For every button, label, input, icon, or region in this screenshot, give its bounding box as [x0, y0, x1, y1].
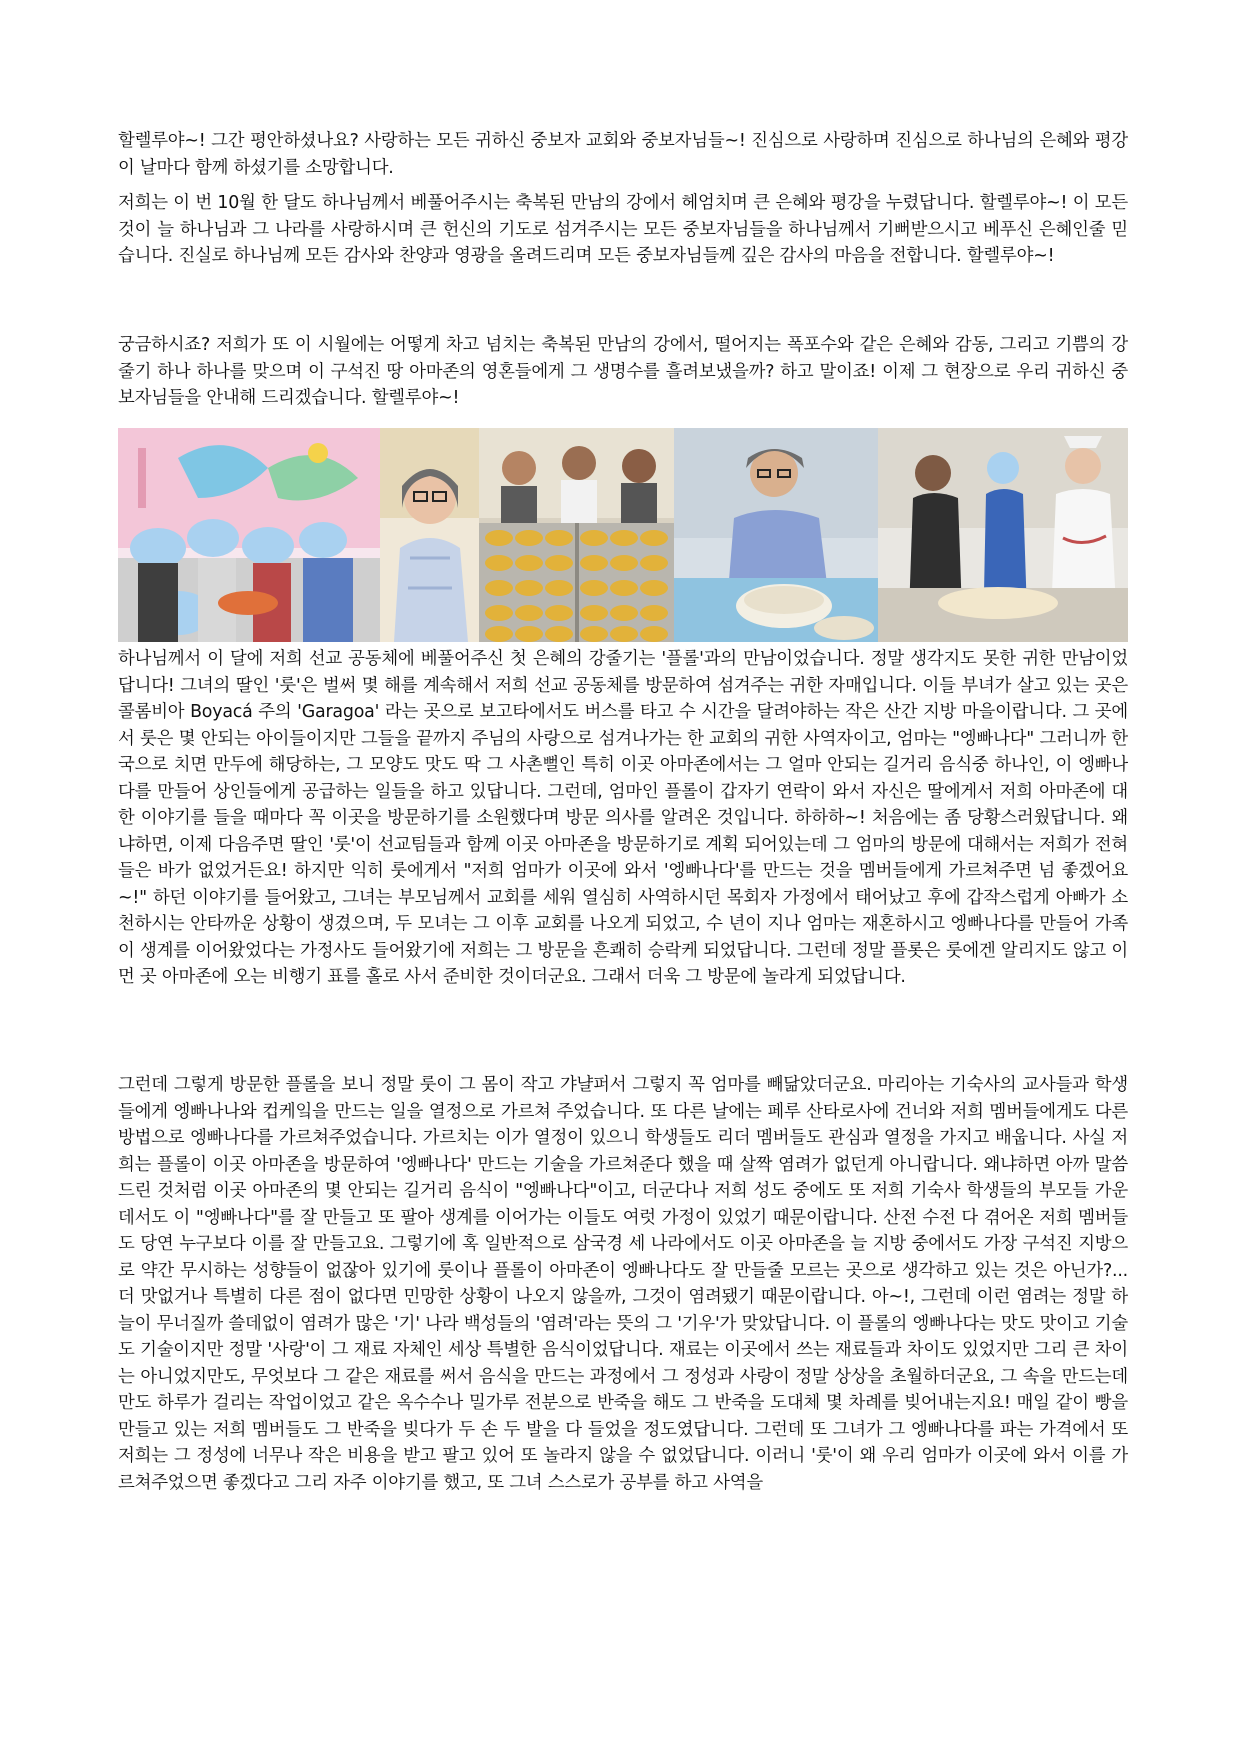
paragraph-intro: 궁금하시죠? 저희가 또 이 시월에는 어떻게 차고 넘치는 축복된 만남의 강에서, 떨어지는 폭포수와 같은 은혜와 감동, 그리고 기쁨의 강 줄기 하나 하나를 맞으며 이 구석진 땅 아마존의 영혼들에게 그 생명수를 흘려보냈을까? 하고 말이죠! 이제 그 현장으로 우리 귀하신 중보자님들을 안내해 드리겠습니다. 할렐루야~!	[118, 335, 1128, 408]
paragraph-thanks: 저희는 이 번 10월 한 달도 하나님께서 베풀어주시는 축복된 만남의 강에서 헤엄치며 큰 은혜와 평강을 누렸답니다. 할렐루야~! 이 모든 것이 늘 하나님과 그 나라를 사랑하시며 큰 헌신의 기도로 섬겨주시는 모든 중보자님들을 하나님께서 기뻐받으시고 베푸신 은혜인줄 믿습니다. 진실로 하나님께 모든 감사와 찬양과 영광을 올려드리며 모든 중보자님들께 깊은 감사의 마음을 전합니다. 할렐루야~!	[118, 193, 1128, 266]
photo-woman-portrait-icon	[380, 428, 479, 642]
paragraph-greeting: 할렐루야~! 그간 평안하셨나요? 사랑하는 모든 귀하신 중보자 교회와 중보자님들~! 진심으로 사랑하며 진심으로 하나님의 은혜와 평강이 날마다 함께 하셨기를 소망합니다.	[118, 131, 1128, 178]
photo-women-dough	[878, 428, 1128, 642]
photo-man-kneading-dough-icon	[674, 428, 878, 642]
photo-empanada-trays	[479, 428, 674, 642]
paragraph-flor-meeting: 하나님께서 이 달에 저희 선교 공동체에 베풀어주신 첫 은혜의 강줄기는 '플롤'과의 만남이었습니다. 정말 생각지도 못한 귀한 만남이었답니다! 그녀의 딸인 '룻'은 벌써 몇 해를 계속해서 저희 선교 공동체를 방문하여 섬겨주는 귀한 자매입니다. 이들 부녀가 살고 있는 곳은 콜롬비아 Boyacá 주의 'Garagoa' 라는 곳으로 보고타에서도 버스를 타고 수 시간을 달려야하는 작은 산간 지방 마을이랍니다. 그 곳에서 룻은 몇 안되는 아이들이지만 그들을 끝까지 주님의 사랑으로 섬겨나가는 한 교회의 귀한 사역자이고, 엄마는 "엥빠나다" 그러니까 한국으로 치면 만두에 해당하는, 그 모양도 맛도 딱 그 사촌뻘인 특히 이곳 아마존에서는 그 얼마 안되는 길거리 음식중 하나인, 이 엥빠나다를 만들어 상인들에게 공급하는 일들을 하고 있답니다. 그런데, 엄마인 플롤이 갑자기 연락이 와서 자신은 딸에게서 저희 아마존에 대한 이야기를 들을 때마다 꼭 이곳을 방문하기를 소원했다며 방문 의사를 알려온 것입니다. 하하하~! 처음에는 좀 당황스러웠답니다. 왜냐하면, 이제 다음주면 딸인 '룻'이 선교팀들과 함께 이곳 아마존을 방문하기로 계획 되어있는데 그 엄마의 방문에 대해서는 저희가 전혀 들은 바가 없었거든요! 하지만 익히 룻에게서 "저희 엄마가 이곳에 와서 '엥빠나다'를 만드는 것을 멤버들에게 가르쳐주면 넘 좋겠어요~!" 하던 이야기를 들어왔고, 그녀는 부모님께서 교회를 세워 열심히 사역하시던 목회자 가정에서 태어났고 후에 갑작스럽게 아빠가 소천하시는 안타까운 상황이 생겼으며, 두 모녀는 그 이후 교회를 나오게 되었고, 수 년이 지나 엄마는 재혼하시고 엥빠나다를 만들어 가족이 생계를 이어왔었다는 가정사도 들어왔기에 저희는 그 방문을 흔쾌히 승락케 되었답니다. 그런데 정말 플롯은 룻에겐 알리지도 않고 이 먼 곳 아마존에 오는 비행기 표를 홀로 사서 준비한 것이더군요. 그래서 더욱 그 방문에 놀라게 되었답니다.	[118, 649, 1128, 987]
paragraph-flor-visit: 그런데 그렇게 방문한 플롤을 보니 정말 룻이 그 몸이 작고 갸냘퍼서 그렇지 꼭 엄마를 빼닮았더군요. 마리아는 기숙사의 교사들과 학생들에게 엥빠나나와 컵케잌을 만드는 일을 열정으로 가르쳐 주었습니다. 또 다른 날에는 페루 산타로사에 건너와 저희 멤버들에게도 다른 방법으로 엥빠나다를 가르쳐주었습니다. 가르치는 이가 열정이 있으니 학생들도 리더 멤버들도 관심과 열정을 가지고 배웁니다. 사실 저희는 플롤이 이곳 아마존을 방문하여 '엥빠나다' 만드는 기술을 가르쳐준다 했을 때 살짝 염려가 없던게 아니랍니다. 왜냐하면 아까 말씀 드린 것처럼 이곳 아마존의 몇 안되는 길거리 음식이 "엥빠나다"이고, 더군다나 저희 성도 중에도 또 저희 기숙사 학생들의 부모들 가운데서도 이 "엥빠나다"를 잘 만들고 또 팔아 생계를 이어가는 이들도 여럿 가정이 있었기 때문이랍니다. 산전 수전 다 겪어온 저희 멤버들도 당연 누구보다 이를 잘 만들고요. 그렇기에 혹 일반적으로 삼국경 세 나라에서도 이곳 아마존을 늘 지방 중에서도 가장 구석진 지방으로 약간 무시하는 성향들이 없잖아 있기에 룻이나 플롤이 아마존이 엥빠나다도 잘 만들줄 모르는 곳으로 생각하고 있는 것은 아닌가?... 더 맛없거나 특별히 다른 점이 없다면 민망한 상황이 나오지 않을까, 그것이 염려됐기 때문이랍니다. 아~!, 그런데 이런 염려는 정말 하늘이 무너질까 쓸데없이 염려가 많은 '기' 나라 백성들의 '염려'라는 뜻의 그 '기우'가 맞았답니다. 이 플롤의 엥빠나다는 맛도 맛이고 기술도 기술이지만 정말 '사랑'이 그 재료 자체인 세상 특별한 음식이었답니다. 재료는 이곳에서 쓰는 재료들과 차이도 있었지만 그리 큰 차이는 아니었지만도, 무엇보다 그 같은 재료를 써서 음식을 만드는 과정에서 그 정성과 사랑이 정말 상상을 초월하더군요, 그 속을 만드는데만도 하루가 걸리는 작업이었고 같은 옥수수나 밀가루 전분으로 반죽을 해도 그 반죽을 도대체 몇 차례를 빚어내는지요! 매일 같이 빵을 만들고 있는 저희 멤버들도 그 반죽을 빚다가 두 손 두 발을 다 들었을 정도였답니다. 그런데 또 그녀가 그 엥빠나다를 파는 가격에서 또 저희는 그 정성에 너무나 작은 비용을 받고 팔고 있어 또 놀라지 않을 수 없었답니다. 이러니 '룻'이 왜 우리 엄마가 이곳에 와서 이를 가르쳐주었으면 좋겠다고 그리 자주 이야기를 했고, 또 그녀 스스로가 공부를 하고 사역을	[118, 1075, 1128, 1493]
photo-gallery	[118, 428, 1128, 642]
photo-kids-cooking-mural	[118, 428, 380, 642]
photo-man-kneading	[674, 428, 878, 642]
photo-women-making-dough-icon	[878, 428, 1128, 642]
photo-children-hairnets-mural-icon	[118, 428, 380, 642]
photo-woman-glasses	[380, 428, 479, 642]
photo-trays-of-empanadas-icon	[479, 428, 674, 642]
